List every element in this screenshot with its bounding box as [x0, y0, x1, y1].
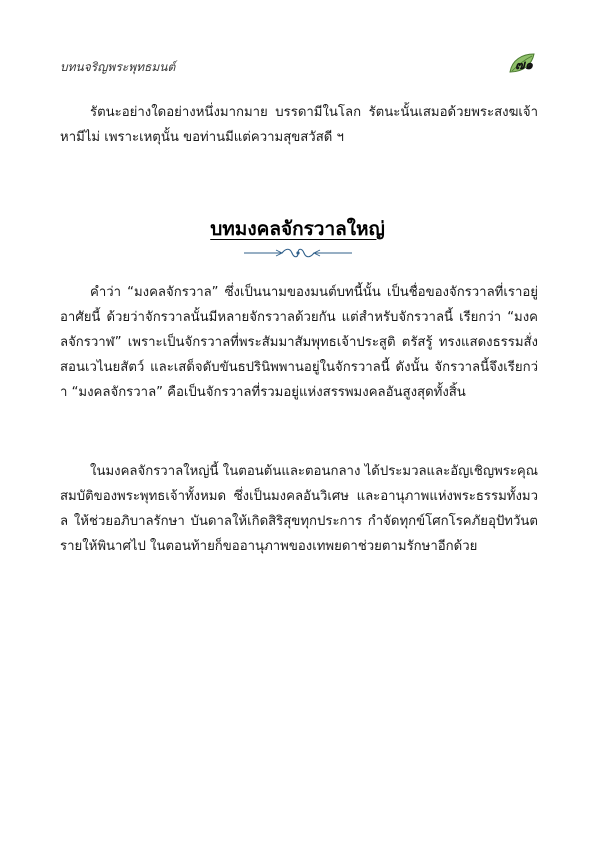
- paragraph-3: [60, 459, 538, 559]
- paragraph-2: [60, 280, 538, 405]
- paragraph-1-text: รัตนะอย่างใดอย่างหนึ่งมากมาย บรรดามีในโลก รัตนะนั้นเสมอด้วยพระสงฆเจ้าหามีไม่ เพราะเหตุนั้น ขอท่านมีแต่ความสุขสวัสดี ฯ: [60, 105, 538, 145]
- paragraph-3-text: ในมงคลจักรวาลใหญ่นี้ ในตอนต้นและตอนกลาง ได้ประมวลและอัญเชิญพระคุณสมบัติของพระพุทธเจ้าทั้งหมด ซึ่งเป็นมงคลอันวิเศษ และอานุภาพแห่งพระธรรมทั้งมวล ให้ช่วยอภิบาลรักษา บันดาลให้เกิดสิริสุขทุกประการ กำจัดทุกข์โศกโรคภัยอุปัทวันตรายให้พินาศไป ในตอนท้ายก็ขออานุภาพของเทพยดาช่วยตามรักษาอีกด้วย: [60, 464, 538, 554]
- page-number-badge: [508, 52, 538, 76]
- paragraph-2-text: คำว่า “มงคลจักรวาล” ซึ่งเป็นนามของมนต์บทนี้นั้น เป็นชื่อของจักรวาลที่เราอยู่อาศัยนี้ ด้วยว่าจักรวาลนั้นมีหลายจักรวาลด้วยกัน แต่สำหรับจักรวาลนี้ เรียกว่า “มงคลจักรวาฬ” เพราะเป็นจักรวาลที่พระสัมมาสัมพุทธเจ้าประสูติ ตรัสรู้ ทรงแสดงธรรมสั่งสอนเวไนยสัตว์ และเสด็จดับขันธปรินิพพานอยู่ในจักรวาลนี้ ดังนั้น จักรวาลนี้จึงเรียกว่า “มงคลจักรวาล” คือเป็นจักรวาลที่รวมอยู่แห่งสรรพมงคลอันสูงสุดทั้งสิ้น: [60, 285, 538, 400]
- page-number: ๗๑: [515, 58, 534, 73]
- section-title: บทมงคลจักรวาลใหญ่: [210, 218, 385, 240]
- decorative-divider-icon: [242, 247, 354, 259]
- running-header: บทนจริญพระพุทธมนต์: [60, 60, 176, 74]
- paragraph-1: [60, 100, 538, 150]
